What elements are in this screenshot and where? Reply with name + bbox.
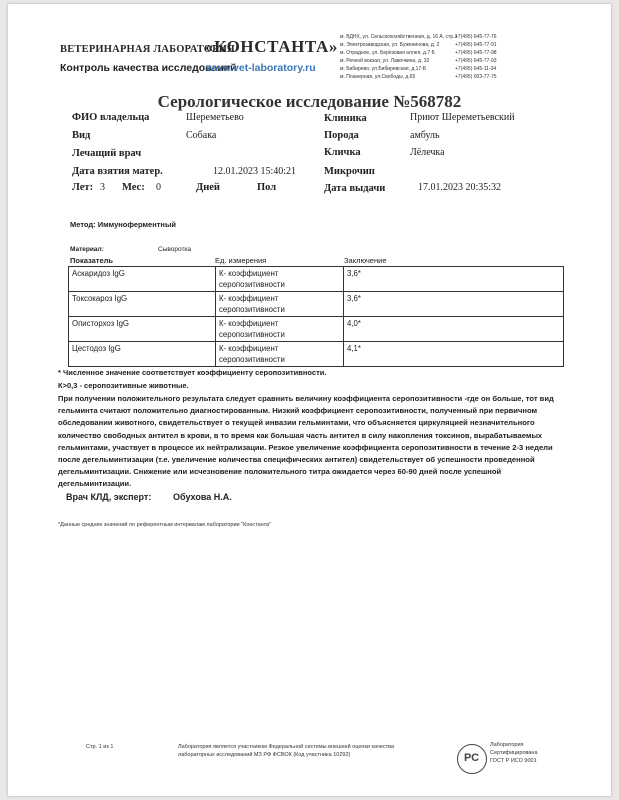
column-header-conclusion: Заключение xyxy=(344,256,387,265)
signature-label: Врач КЛД, эксперт: xyxy=(66,492,152,502)
owner-label: ФИО владельца xyxy=(72,112,150,123)
phone-line: +7(495) 645-11-34 xyxy=(455,66,497,72)
unit-cell: К- коэффициент серопозитивности xyxy=(216,267,344,292)
indicator-cell: Токсокароз IgG xyxy=(69,292,216,317)
method-text: Метод: Иммуноферментный xyxy=(70,220,176,229)
unit-cell: К- коэффициент серопозитивности xyxy=(216,317,344,342)
nickname-label: Кличка xyxy=(324,147,361,158)
unit-cell: К- коэффициент серопозитивности xyxy=(216,292,344,317)
species-value: Собака xyxy=(186,130,217,141)
nickname-value: Лёлечка xyxy=(410,147,445,158)
phone-line: +7(495) 645-77-76 xyxy=(455,34,497,40)
note-asterisk: * Численное значение соответствует коэффициенту серопозитивности. xyxy=(58,368,327,377)
phone-line: +7(495) 645-77-91 xyxy=(455,42,497,48)
conclusion-cell: 4,0* xyxy=(344,317,564,342)
report-page xyxy=(8,4,611,796)
months-value: 0 xyxy=(156,182,161,193)
address-line: м. ВДНХ, ул. Сельскохозяйственная, д. 16 А, стр.3 xyxy=(340,34,458,40)
issue-date-label: Дата выдачи xyxy=(324,183,386,194)
conclusion-cell: 3,6* xyxy=(344,267,564,292)
conclusion-cell: 3,6* xyxy=(344,292,564,317)
phone-line: +7(495) 645-77-93 xyxy=(455,58,497,64)
page-number: Стр. 1 из 1 xyxy=(86,744,114,750)
years-label: Лет: xyxy=(72,182,94,193)
sex-label: Пол xyxy=(257,182,277,193)
address-line: м. Электрозаводская, ул. Буженинова, д. 2 xyxy=(340,42,440,48)
clinic-label: Клиника xyxy=(324,113,367,124)
indicator-cell: Цестодоз IgG xyxy=(69,342,216,367)
fsvok-line-1: Лаборатория является участником Федеральной системы внешней оценки качества xyxy=(178,744,395,750)
column-header-indicator: Показатель xyxy=(70,256,114,265)
table-row xyxy=(69,342,564,367)
logo-text: РС xyxy=(464,752,480,764)
unit-cell: К- коэффициент серопозитивности xyxy=(216,342,344,367)
months-label: Мес: xyxy=(122,182,145,193)
species-label: Вид xyxy=(72,130,91,141)
clinic-value: Приют Шереметьевский xyxy=(410,112,515,123)
years-value: 3 xyxy=(100,182,105,193)
sample-date-label: Дата взятия матер. xyxy=(72,166,163,177)
fsvok-line-2: лабораторных исследований МЗ РФ ФСВОК (Код участника 10292) xyxy=(178,752,351,758)
breed-value: амбуль xyxy=(410,130,440,141)
cert-line-3: ГОСТ Р ИСО 9001 xyxy=(490,758,537,764)
address-line: м. Речной вокзал, ул. Лавочкина, д. 32 xyxy=(340,58,430,64)
signature-name: Обухова Н.А. xyxy=(173,492,232,502)
doctor-label: Лечащий врач xyxy=(72,148,142,159)
lab-subtitle: Контроль качества исследований xyxy=(60,62,237,74)
cert-line-1: Лаборатория xyxy=(490,742,524,748)
indicator-cell: Аскаридоз IgG xyxy=(69,267,216,292)
address-line: м. Бибирево, ул.Бибиревская, д.17-Б xyxy=(340,66,427,72)
column-header-unit: Ед. измерения xyxy=(215,256,267,265)
note-threshold: К>0,3 - серопозитивные животные. xyxy=(58,381,189,390)
phone-line: +7(495) 645-77-98 xyxy=(455,50,497,56)
breed-label: Порода xyxy=(324,130,359,141)
phone-line: +7(495) 003-77-75 xyxy=(455,74,497,80)
table-row xyxy=(69,292,564,317)
reference-note: *Данные средних значений по референтным интервалам лаборатории "Константа" xyxy=(58,522,272,528)
days-label: Дней xyxy=(196,182,220,193)
material-label: Материал: xyxy=(70,246,104,253)
conclusion-cell: 4,1* xyxy=(344,342,564,367)
address-line: м. Планерная, ул.Свободы, д.65 xyxy=(340,74,416,80)
lab-name: «КОНСТАНТА» xyxy=(205,37,338,56)
lab-website-link[interactable]: www.vet-laboratory.ru xyxy=(206,62,316,74)
sample-date-value: 12.01.2023 15:40:21 xyxy=(213,166,297,177)
cert-line-2: Сертифицирована xyxy=(490,750,538,756)
results-table xyxy=(68,266,564,367)
address-line: м. Отрадное, ул. Берёзовая аллея, д.7 Б xyxy=(340,50,435,56)
table-row xyxy=(69,267,564,292)
certification-logo-icon xyxy=(457,744,487,774)
owner-value: Шереметьево xyxy=(186,112,244,123)
issue-date-value: 17.01.2023 20:35:32 xyxy=(418,182,502,193)
report-title: Серологическое исследование №568782 xyxy=(157,92,462,111)
lab-prefix: ВЕТЕРИНАРНАЯ ЛАБОРАТОРИЯ xyxy=(60,44,235,55)
indicator-cell: Описторхоз IgG xyxy=(69,317,216,342)
interpretation-paragraph: При получении положительного результата следует сравнить величину коэффициента серопозитивности -где он больше, тот вид гельминта считают положительно диагностированным. Низкий коэффициент серопозитивности, полученный при первичном обследовании животного, свидетельствует о текущей инвазии гельминтами, что объясняется циркуляцией незначительного количество свободных антител в крови, в то время как большая часть антител в силу накопления токсинов, вырабатываемых гельминтами, участвует в процессе их нейтрализации. Резкое увеличение коэффициента серопозитивности в течение 2-3 недели после дегельминтизации (т.е. увеличение количества специфических антител) свидетельствует об успешности проведенной дегельминтизации. Снижение или исчезновение положительного титра ожидается через 60-90 дней после успешной дегельминтизации. xyxy=(58,394,554,489)
table-row xyxy=(69,317,564,342)
chip-label: Микрочип xyxy=(324,166,375,177)
material-value: Сыворотка xyxy=(158,246,192,253)
